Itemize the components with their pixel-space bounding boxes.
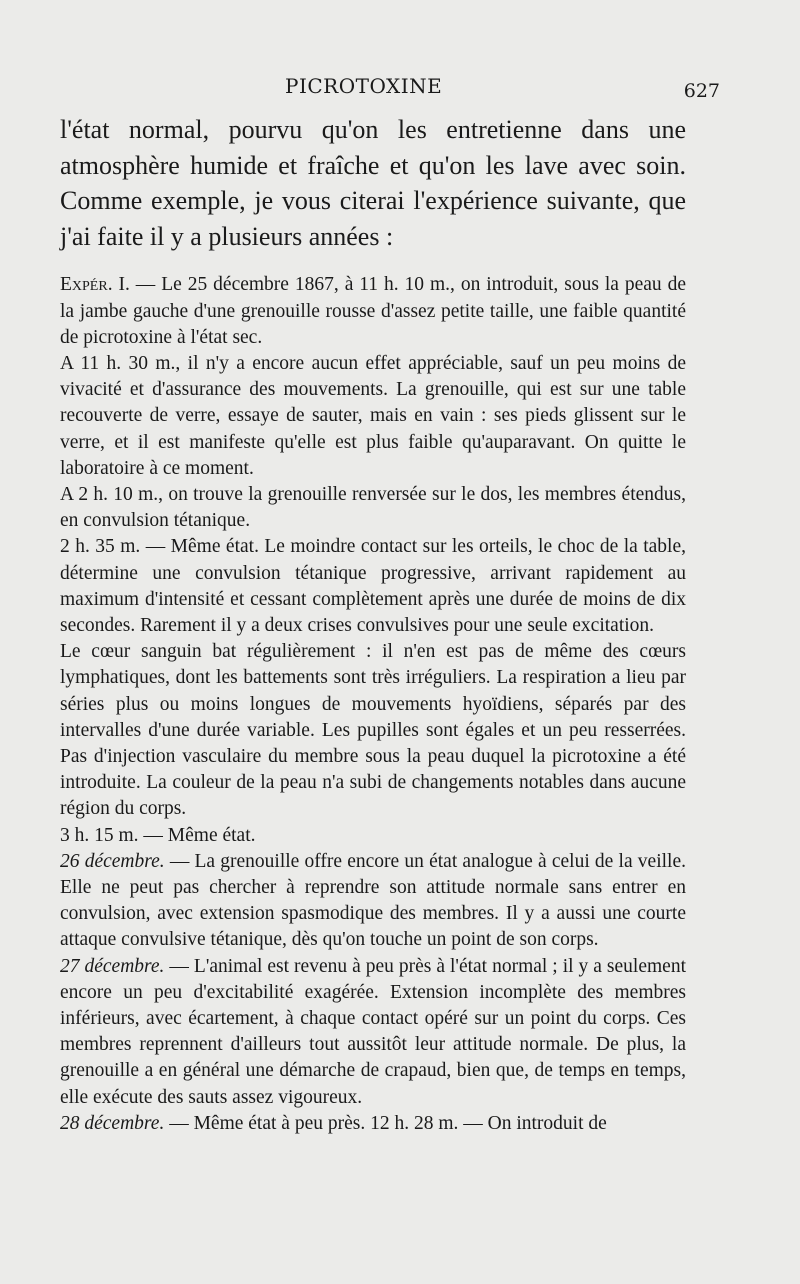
entry-date: 26 décembre. — [60, 850, 165, 872]
page-body — [60, 112, 686, 1137]
dated-entry-paragraph — [60, 954, 686, 1111]
entry-date: 28 décembre. — [60, 1112, 165, 1134]
running-head — [60, 74, 720, 104]
lead-paragraph: l'état normal, pourvu qu'on les entretienne dans une atmosphère humide et fraîche et qu'on les lave avec soin. Comme exemple, je vous citerai l'expérience suivante, que j'ai faite il y a plusieurs années : — [60, 115, 686, 251]
entry-text: — L'animal est revenu à peu près à l'état normal ; il y a seulement encore un peu d'excitabilité exagérée. Extension incomplète des membres inférieurs, avec écartement, à chaque contact opéré sur un point du corps. Ces membres reprennent d'ailleurs tout aussitôt leur attitude normale. De plus, la grenouille a en général une démarche de crapaud, bien que, de temps en temps, elle exécute des sauts assez vigoureux. — [60, 955, 686, 1108]
dated-entry-paragraph — [60, 1111, 686, 1137]
entry-paragraph: Le cœur sanguin bat régulièrement : il n'en est pas de même des cœurs lymphatiques, dont les battements sont très irréguliers. La respiration a lieu par séries plus ou moins longues de mouvements hyoïdiens, séparés par des intervalles d'une durée variable. Les pupilles sont égales et un peu resserrées. Pas d'injection vasculaire du membre sous la peau duquel la picrotoxine a été introduite. La couleur de la peau n'a subi de changements notables dans aucune région du corps. — [60, 641, 686, 820]
entry-paragraph: 2 h. 35 m. — Même état. Le moindre contact sur les orteils, le choc de la table, détermine une convulsion tétanique progressive, arrivant rapidement au maximum d'intensité et cessant complètement après une durée de moins de dix secondes. Rarement il y a deux crises convulsives pour une seule excitation. — [60, 536, 686, 637]
experiment-label: Expér. I. — [60, 274, 130, 296]
dated-entry-paragraph — [60, 849, 686, 954]
experiment-paragraph — [60, 272, 686, 351]
running-head-title: PICROTOXINE — [285, 74, 443, 98]
entry-text: — Même état à peu près. 12 h. 28 m. — On introduit de — [164, 1112, 607, 1134]
entry-paragraph: 3 h. 15 m. — Même état. — [60, 824, 256, 846]
experiment-text: — Le 25 décembre 1867, à 11 h. 10 m., on introduit, sous la peau de la jambe gauche d'une grenouille rousse d'assez petite taille, une faible quantité de picrotoxine à l'état sec. — [60, 274, 686, 348]
entry-date: 27 décembre. — [60, 955, 165, 977]
entry-paragraph: A 11 h. 30 m., il n'y a encore aucun effet appréciable, sauf un peu moins de vivacité et d'assurance des mouvements. La grenouille, qui est sur une table recouverte de verre, essaye de sauter, mais en vain : ses pieds glissent sur le verre, et il est manifeste qu'elle est plus faible qu'auparavant. On quitte le laboratoire à ce moment. — [60, 352, 686, 479]
entry-paragraph: A 2 h. 10 m., on trouve la grenouille renversée sur le dos, les membres étendus, en convulsion tétanique. — [60, 484, 686, 532]
page-number: 627 — [683, 80, 720, 102]
entry-text: — La grenouille offre encore un état analogue à celui de la veille. Elle ne peut pas chercher à reprendre son attitude normale sans entrer en convulsion, avec extension spasmodique des membres. Il y a aussi une courte attaque convulsive tétanique, dès qu'on touche un point de son corps. — [60, 850, 686, 951]
